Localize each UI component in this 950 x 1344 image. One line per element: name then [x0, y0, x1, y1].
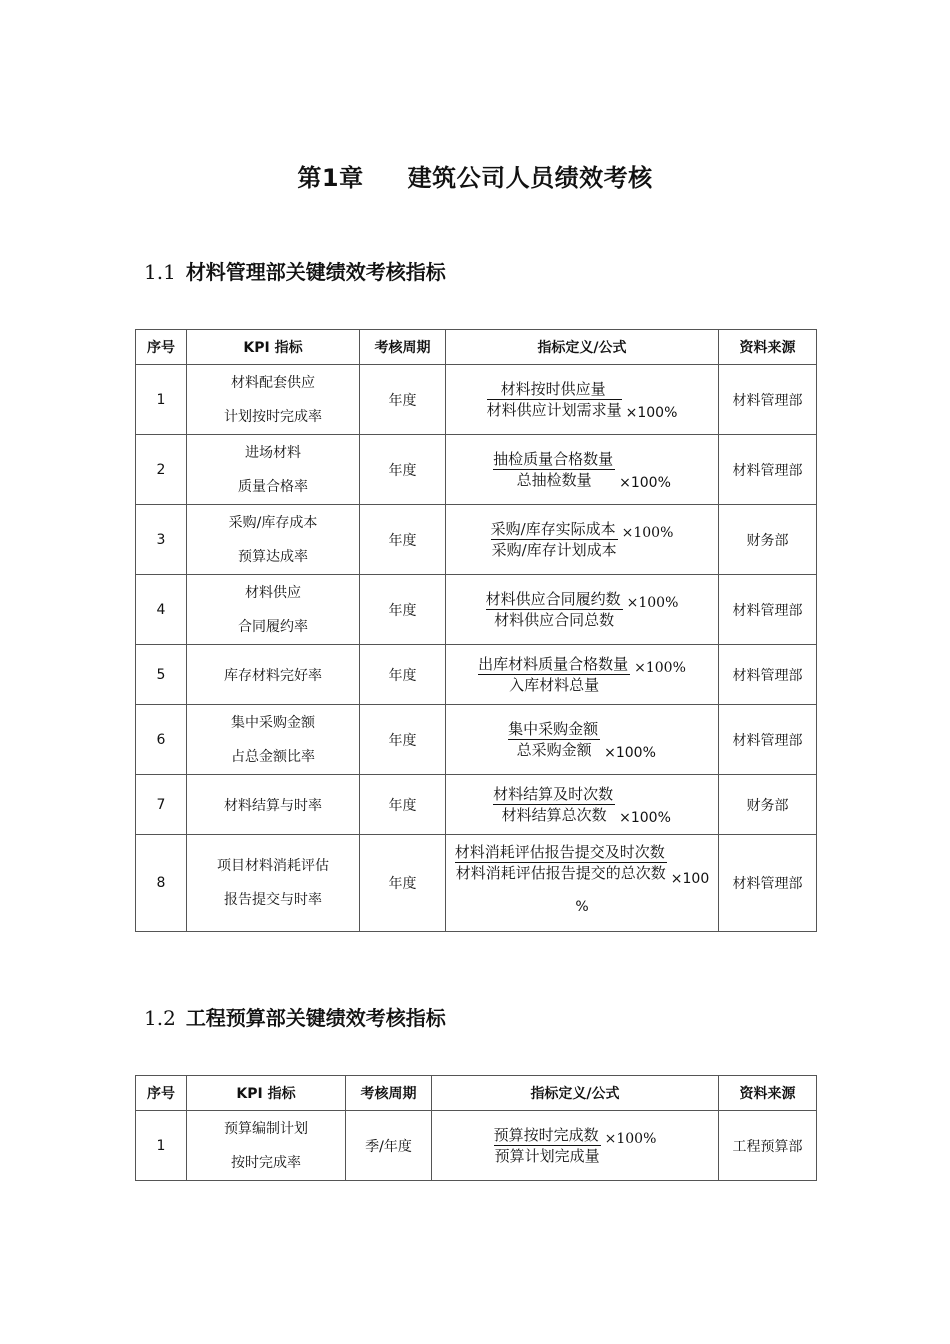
formula	[446, 575, 719, 645]
formula	[446, 705, 719, 775]
row-number: 3	[136, 505, 187, 575]
table-header-row	[136, 330, 817, 365]
kpi-line: 预算编制计划	[224, 1120, 308, 1137]
numerator: 材料供应合同履约数	[485, 590, 621, 608]
header-kpi: KPI 指标	[187, 330, 360, 365]
section-title: 材料管理部关键绩效考核指标	[185, 260, 446, 284]
row-number: 1	[136, 1111, 187, 1181]
chapter-title	[0, 158, 950, 193]
fraction	[493, 784, 615, 825]
denominator: 材料供应合同总数	[494, 611, 615, 629]
kpi-name	[187, 365, 360, 435]
kpi-name	[187, 1111, 346, 1181]
section-heading-materials	[144, 256, 446, 285]
denominator: 采购/库存计划成本	[491, 541, 617, 559]
kpi-line: 按时完成率	[231, 1154, 301, 1171]
period: 年度	[360, 705, 446, 775]
table-row	[136, 575, 817, 645]
kpi-name	[187, 435, 360, 505]
kpi-line: 质量合格率	[238, 478, 308, 495]
kpi-line: 材料结算与时率	[224, 797, 322, 814]
chapter-name: 建筑公司人员绩效考核	[407, 164, 653, 192]
formula	[446, 645, 719, 705]
row-number: 7	[136, 775, 187, 835]
period: 年度	[360, 775, 446, 835]
denominator: 材料消耗评估报告提交的总次数	[455, 863, 666, 882]
header-source: 资料来源	[719, 330, 817, 365]
table-row	[136, 645, 817, 705]
table-row	[136, 435, 817, 505]
fraction	[478, 654, 630, 695]
kpi-line: 合同履约率	[238, 618, 308, 635]
header-no: 序号	[136, 1076, 187, 1111]
fraction	[508, 719, 600, 760]
multiplier: ×100%	[621, 524, 674, 541]
period: 年度	[360, 645, 446, 705]
table-row	[136, 505, 817, 575]
table-row	[136, 775, 817, 835]
kpi-name	[187, 775, 360, 835]
source: 材料管理部	[719, 645, 817, 705]
table-row	[136, 835, 817, 932]
source: 材料管理部	[719, 365, 817, 435]
kpi-table-materials	[135, 329, 817, 932]
kpi-name	[187, 835, 360, 932]
table-header-row	[136, 1076, 817, 1111]
kpi-line: 计划按时完成率	[224, 408, 322, 425]
row-number: 2	[136, 435, 187, 505]
header-period: 考核周期	[346, 1076, 432, 1111]
denominator: 总采购金额	[516, 741, 592, 759]
formula	[432, 1111, 719, 1181]
multiplier: ×100%	[634, 659, 686, 676]
numerator: 材料按时供应量	[487, 379, 622, 400]
section-number: 1.2	[144, 1006, 176, 1030]
denominator: 材料结算总次数	[501, 806, 607, 824]
numerator: 采购/库存实际成本	[490, 520, 616, 538]
source: 财务部	[719, 775, 817, 835]
row-number: 5	[136, 645, 187, 705]
header-source: 资料来源	[719, 1076, 817, 1111]
kpi-line: 项目材料消耗评估	[217, 858, 329, 874]
numerator: 材料消耗评估报告提交及时次数	[454, 842, 665, 861]
period: 年度	[360, 575, 446, 645]
table-row	[136, 705, 817, 775]
row-number: 6	[136, 705, 187, 775]
multiplier-tail: %	[575, 899, 589, 915]
source: 材料管理部	[719, 575, 817, 645]
multiplier: ×100	[670, 871, 710, 887]
kpi-line: 材料供应	[245, 584, 301, 601]
kpi-line: 预算达成率	[238, 548, 308, 565]
numerator: 集中采购金额	[508, 720, 599, 738]
header-formula: 指标定义/公式	[432, 1076, 719, 1111]
formula	[446, 435, 719, 505]
kpi-line: 库存材料完好率	[224, 667, 322, 684]
period: 年度	[360, 365, 446, 435]
formula	[446, 835, 719, 932]
source: 材料管理部	[719, 435, 817, 505]
formula	[446, 365, 719, 435]
fraction	[494, 1125, 601, 1166]
header-no: 序号	[136, 330, 187, 365]
source: 工程预算部	[719, 1111, 817, 1181]
period: 年度	[360, 435, 446, 505]
numerator: 出库材料质量合格数量	[478, 655, 629, 673]
numerator: 预算按时完成数	[493, 1126, 599, 1144]
kpi-line: 进场材料	[245, 444, 301, 461]
header-formula: 指标定义/公式	[446, 330, 719, 365]
kpi-name	[187, 645, 360, 705]
numerator: 抽检质量合格数量	[493, 450, 614, 468]
multiplier: ×100%	[619, 474, 671, 491]
kpi-line: 采购/库存成本	[228, 514, 318, 531]
header-kpi: KPI 指标	[187, 1076, 346, 1111]
source: 财务部	[719, 505, 817, 575]
numerator: 材料结算及时次数	[493, 785, 614, 803]
kpi-line: 占总金额比率	[231, 748, 315, 765]
section-title: 工程预算部关键绩效考核指标	[185, 1006, 446, 1030]
kpi-name	[187, 575, 360, 645]
denominator: 入库材料总量	[509, 676, 600, 694]
kpi-table-budget	[135, 1075, 817, 1181]
fraction	[486, 589, 623, 630]
multiplier: ×100%	[619, 809, 671, 826]
section-heading-budget	[144, 1002, 446, 1031]
header-period: 考核周期	[360, 330, 446, 365]
denominator: 总抽检数量	[516, 471, 592, 489]
table-row	[136, 1111, 817, 1181]
multiplier: ×100%	[604, 1130, 657, 1147]
row-number: 1	[136, 365, 187, 435]
period: 年度	[360, 505, 446, 575]
row-number: 4	[136, 575, 187, 645]
section-number: 1.1	[144, 260, 176, 284]
formula	[446, 505, 719, 575]
multiplier: ×100%	[604, 744, 656, 761]
kpi-line: 材料配套供应	[231, 374, 315, 391]
period: 季/年度	[346, 1111, 432, 1181]
period: 年度	[360, 835, 446, 932]
chapter-number: 第1章	[297, 164, 364, 192]
table-row	[136, 365, 817, 435]
kpi-name	[187, 705, 360, 775]
fraction	[491, 519, 618, 560]
multiplier: ×100%	[625, 404, 678, 421]
kpi-name	[187, 505, 360, 575]
formula	[446, 775, 719, 835]
source: 材料管理部	[719, 705, 817, 775]
fraction	[455, 842, 667, 883]
denominator: 材料供应计划需求量	[486, 401, 622, 419]
row-number: 8	[136, 835, 187, 932]
kpi-line: 报告提交与时率	[224, 892, 322, 908]
fraction	[487, 379, 622, 420]
fraction	[493, 449, 615, 490]
multiplier: ×100%	[626, 594, 679, 611]
source: 材料管理部	[719, 835, 817, 932]
kpi-line: 集中采购金额	[231, 714, 315, 731]
denominator: 预算计划完成量	[494, 1147, 600, 1165]
